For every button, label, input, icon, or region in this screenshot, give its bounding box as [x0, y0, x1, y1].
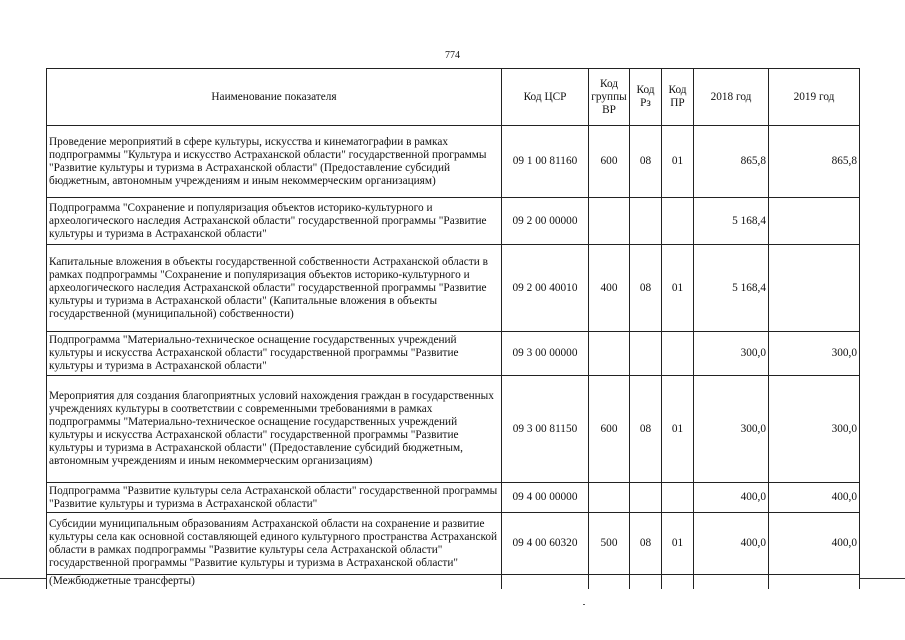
- row-name: (Межбюджетные трансферты): [47, 575, 502, 589]
- row-2018: 400,0: [694, 483, 769, 513]
- table-row: [47, 575, 860, 589]
- row-name: Проведение мероприятий в сфере культуры, искусства и кинематографии в рамках подпрограммы "Культура и искусство Астраханской области" государственной программы "Развитие культуры и туризма в Астраханской области" (Предоставление субсидий бюджетным, автономным учреждениям и иным некоммерческим организациям): [47, 126, 502, 198]
- row-rz: 08: [630, 376, 662, 483]
- header-rz: Код Рз: [630, 69, 662, 126]
- row-vr: 600: [589, 126, 630, 198]
- row-2018: 5 168,4: [694, 198, 769, 245]
- row-rz: 08: [630, 126, 662, 198]
- row-csr: 09 1 00 81160: [502, 126, 589, 198]
- row-csr: 09 3 00 81150: [502, 376, 589, 483]
- row-csr: 09 4 00 00000: [502, 483, 589, 513]
- row-2019: [769, 245, 860, 332]
- row-pr: [662, 198, 694, 245]
- header-2018: 2018 год: [694, 69, 769, 126]
- header-vr: Код группы ВР: [589, 69, 630, 126]
- row-vr: 400: [589, 245, 630, 332]
- row-name: Мероприятия для создания благоприятных условий нахождения граждан в государственных учреждениях культуры в соответствии с современными требованиями в рамках подпрограммы "Материально-техническое оснащение государственных учреждений культуры и искусства Астраханской области" государственной программы "Развитие культуры и туризма в Астраханской области" (Предоставление субсидий бюджетным, автономным учреждениям и иным некоммерческим организациям): [47, 376, 502, 483]
- row-csr: 09 2 00 00000: [502, 198, 589, 245]
- row-2019: 400,0: [769, 483, 860, 513]
- row-2018: 300,0: [694, 376, 769, 483]
- scan-speck: [583, 604, 585, 605]
- table-row: [47, 198, 860, 245]
- row-csr: 09 3 00 00000: [502, 332, 589, 376]
- row-rz: 08: [630, 245, 662, 332]
- row-2018: 300,0: [694, 332, 769, 376]
- row-name: Подпрограмма "Развитие культуры села Астраханской области" государственной программы "Развитие культуры и туризма в Астраханской области": [47, 483, 502, 513]
- header-name: Наименование показателя: [47, 69, 502, 126]
- row-pr: 01: [662, 245, 694, 332]
- row-name: Подпрограмма "Материально-техническое оснащение государственных учреждений культуры и искусства Астраханской области" государственной программы "Развитие культуры и туризма в Астраханской области": [47, 332, 502, 376]
- table-row: [47, 376, 860, 483]
- row-2018: 5 168,4: [694, 245, 769, 332]
- table-row: [47, 332, 860, 376]
- row-csr: [502, 575, 589, 589]
- row-vr: [589, 575, 630, 589]
- row-2019: 865,8: [769, 126, 860, 198]
- row-pr: [662, 332, 694, 376]
- table-row: [47, 126, 860, 198]
- row-csr: 09 4 00 60320: [502, 513, 589, 575]
- row-pr: 01: [662, 513, 694, 575]
- row-2019: [769, 575, 860, 589]
- row-csr: 09 2 00 40010: [502, 245, 589, 332]
- row-rz: [630, 198, 662, 245]
- header-2019: 2019 год: [769, 69, 860, 126]
- table-row: [47, 513, 860, 575]
- row-pr: 01: [662, 376, 694, 483]
- row-vr: [589, 483, 630, 513]
- row-2019: [769, 198, 860, 245]
- row-pr: [662, 483, 694, 513]
- scan-line-left: [0, 578, 46, 579]
- row-2019: 400,0: [769, 513, 860, 575]
- row-rz: 08: [630, 513, 662, 575]
- row-name: Подпрограмма "Сохранение и популяризация объектов историко-культурного и археологического наследия Астраханской области" государственной программы "Развитие культуры и туризма в Астраханской области": [47, 198, 502, 245]
- scan-line-right: [860, 578, 905, 579]
- budget-table: [46, 68, 860, 589]
- row-vr: [589, 332, 630, 376]
- row-pr: 01: [662, 126, 694, 198]
- header-pr: Код ПР: [662, 69, 694, 126]
- row-2018: 865,8: [694, 126, 769, 198]
- row-2019: 300,0: [769, 376, 860, 483]
- row-pr: [662, 575, 694, 589]
- page-number: 774: [445, 50, 460, 61]
- row-2018: 400,0: [694, 513, 769, 575]
- row-2018: [694, 575, 769, 589]
- row-rz: [630, 332, 662, 376]
- row-name: Капитальные вложения в объекты государственной собственности Астраханской области в рамках подпрограммы "Сохранение и популяризация объектов историко-культурного и археологического наследия Астраханской области" государственной программы "Развитие культуры и туризма в Астраханской области" (Капитальные вложения в объекты государственной (муниципальной) собственности): [47, 245, 502, 332]
- table-header-row: [47, 69, 860, 126]
- row-vr: 600: [589, 376, 630, 483]
- row-vr: [589, 198, 630, 245]
- table-row: [47, 245, 860, 332]
- row-2019: 300,0: [769, 332, 860, 376]
- row-vr: 500: [589, 513, 630, 575]
- table-row: [47, 483, 860, 513]
- row-rz: [630, 575, 662, 589]
- row-name: Субсидии муниципальным образованиям Астраханской области на сохранение и развитие культуры села как основной составляющей единого культурного пространства Астраханской области в рамках подпрограммы "Развитие культуры села Астраханской области" государственной программы "Развитие культуры и туризма в Астраханской области": [47, 513, 502, 575]
- row-rz: [630, 483, 662, 513]
- header-csr: Код ЦСР: [502, 69, 589, 126]
